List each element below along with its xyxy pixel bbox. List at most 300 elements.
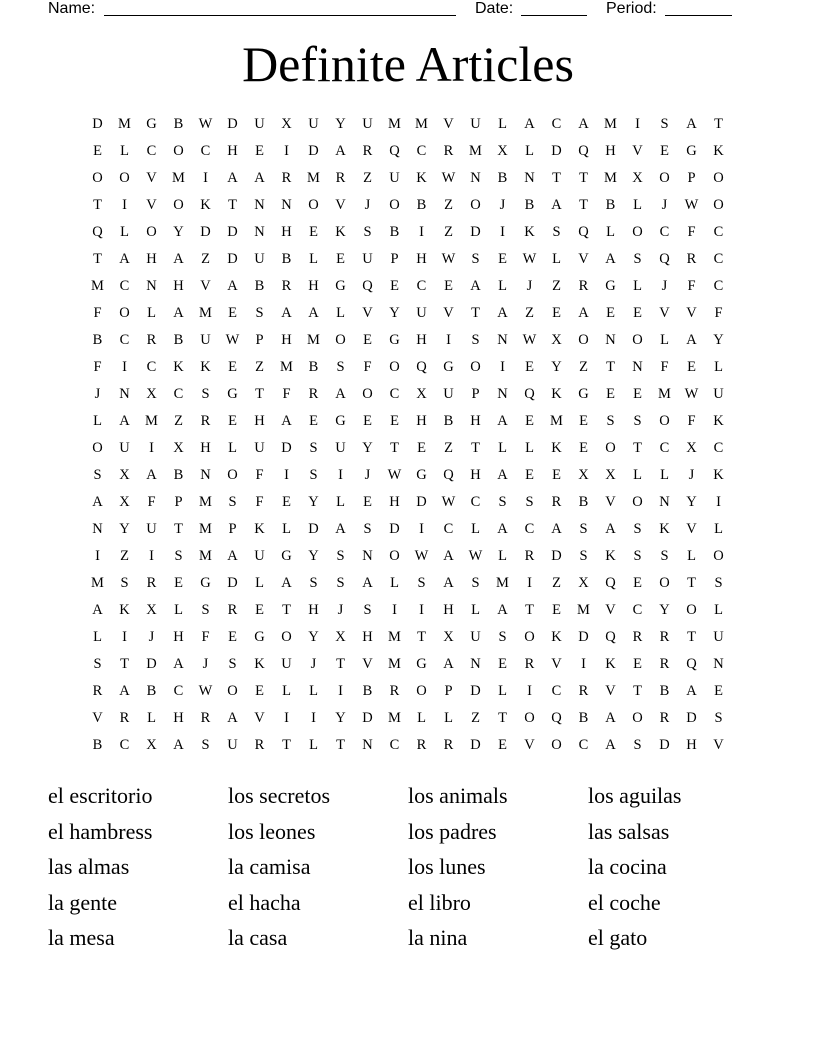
grid-letter[interactable]: G: [605, 278, 616, 294]
grid-letter[interactable]: M: [415, 116, 428, 132]
grid-letter[interactable]: G: [335, 278, 346, 294]
grid-letter[interactable]: G: [443, 359, 454, 375]
grid-letter[interactable]: A: [497, 521, 508, 537]
grid-letter[interactable]: C: [119, 332, 130, 348]
grid-letter[interactable]: F: [687, 224, 696, 240]
grid-letter[interactable]: B: [443, 413, 454, 429]
grid-letter[interactable]: A: [605, 710, 616, 726]
grid-letter[interactable]: R: [308, 386, 319, 402]
grid-letter[interactable]: B: [173, 467, 184, 483]
grid-letter[interactable]: Q: [362, 278, 373, 294]
grid-letter[interactable]: T: [255, 386, 264, 402]
grid-letter[interactable]: L: [255, 575, 264, 591]
grid-letter[interactable]: L: [282, 683, 291, 699]
grid-letter[interactable]: E: [525, 467, 534, 483]
grid-letter[interactable]: A: [551, 197, 562, 213]
grid-letter[interactable]: I: [203, 170, 208, 186]
grid-letter[interactable]: D: [227, 251, 238, 267]
grid-letter[interactable]: H: [416, 251, 427, 267]
grid-letter[interactable]: J: [661, 278, 668, 294]
grid-letter[interactable]: H: [308, 602, 319, 618]
grid-letter[interactable]: F: [255, 494, 264, 510]
grid-letter[interactable]: S: [633, 413, 642, 429]
grid-letter[interactable]: P: [471, 386, 480, 402]
grid-letter[interactable]: C: [551, 116, 562, 132]
grid-letter[interactable]: I: [500, 224, 505, 240]
grid-letter[interactable]: S: [201, 386, 210, 402]
grid-letter[interactable]: V: [92, 710, 103, 726]
grid-letter[interactable]: V: [605, 494, 616, 510]
grid-letter[interactable]: J: [364, 197, 371, 213]
grid-letter[interactable]: W: [468, 548, 483, 564]
grid-letter[interactable]: Q: [686, 656, 697, 672]
grid-letter[interactable]: U: [389, 170, 400, 186]
grid-letter[interactable]: L: [309, 737, 318, 753]
grid-letter[interactable]: O: [308, 197, 319, 213]
grid-letter[interactable]: O: [659, 413, 670, 429]
grid-letter[interactable]: D: [470, 224, 481, 240]
grid-letter[interactable]: R: [146, 332, 157, 348]
grid-letter[interactable]: T: [606, 359, 615, 375]
grid-letter[interactable]: Z: [579, 359, 588, 375]
grid-letter[interactable]: S: [471, 251, 480, 267]
grid-letter[interactable]: E: [363, 494, 372, 510]
grid-letter[interactable]: Z: [255, 359, 264, 375]
grid-letter[interactable]: E: [552, 467, 561, 483]
grid-letter[interactable]: L: [633, 467, 642, 483]
grid-letter[interactable]: H: [281, 332, 292, 348]
grid-letter[interactable]: H: [200, 440, 211, 456]
grid-letter[interactable]: A: [173, 656, 184, 672]
grid-letter[interactable]: B: [308, 359, 319, 375]
grid-letter[interactable]: D: [470, 737, 481, 753]
grid-letter[interactable]: E: [633, 575, 642, 591]
grid-letter[interactable]: V: [335, 197, 346, 213]
grid-letter[interactable]: R: [551, 494, 562, 510]
grid-letter[interactable]: A: [173, 737, 184, 753]
grid-letter[interactable]: M: [172, 170, 185, 186]
grid-letter[interactable]: H: [416, 332, 427, 348]
grid-letter[interactable]: D: [200, 224, 211, 240]
grid-letter[interactable]: E: [714, 683, 723, 699]
grid-letter[interactable]: I: [284, 467, 289, 483]
grid-letter[interactable]: P: [228, 521, 237, 537]
grid-letter[interactable]: Z: [444, 197, 453, 213]
grid-letter[interactable]: R: [281, 278, 292, 294]
grid-letter[interactable]: D: [308, 143, 319, 159]
grid-letter[interactable]: T: [282, 602, 291, 618]
grid-letter[interactable]: Z: [552, 278, 561, 294]
grid-letter[interactable]: W: [441, 170, 456, 186]
grid-letter[interactable]: Z: [174, 413, 183, 429]
grid-letter[interactable]: U: [254, 548, 265, 564]
grid-letter[interactable]: H: [470, 467, 481, 483]
grid-letter[interactable]: M: [199, 548, 212, 564]
grid-letter[interactable]: A: [335, 386, 346, 402]
grid-letter[interactable]: K: [200, 359, 211, 375]
grid-letter[interactable]: O: [281, 629, 292, 645]
grid-letter[interactable]: U: [200, 332, 211, 348]
grid-letter[interactable]: I: [419, 224, 424, 240]
grid-letter[interactable]: I: [581, 656, 586, 672]
grid-letter[interactable]: V: [443, 305, 454, 321]
grid-letter[interactable]: T: [336, 737, 345, 753]
grid-letter[interactable]: E: [444, 278, 453, 294]
grid-letter[interactable]: F: [147, 494, 156, 510]
grid-letter[interactable]: R: [578, 683, 589, 699]
grid-letter[interactable]: K: [713, 413, 724, 429]
grid-letter[interactable]: T: [282, 737, 291, 753]
name-blank[interactable]: [104, 15, 456, 16]
grid-letter[interactable]: V: [632, 143, 643, 159]
grid-letter[interactable]: F: [255, 467, 264, 483]
grid-letter[interactable]: S: [174, 548, 183, 564]
grid-letter[interactable]: F: [687, 413, 696, 429]
grid-letter[interactable]: K: [713, 467, 724, 483]
grid-letter[interactable]: I: [149, 548, 154, 564]
grid-letter[interactable]: M: [550, 413, 563, 429]
grid-letter[interactable]: Z: [471, 710, 480, 726]
grid-letter[interactable]: L: [714, 359, 723, 375]
grid-letter[interactable]: S: [714, 710, 723, 726]
grid-letter[interactable]: B: [416, 197, 427, 213]
grid-letter[interactable]: B: [173, 332, 184, 348]
grid-letter[interactable]: E: [633, 656, 642, 672]
grid-letter[interactable]: B: [92, 332, 103, 348]
grid-letter[interactable]: G: [335, 413, 346, 429]
grid-letter[interactable]: H: [227, 143, 238, 159]
grid-letter[interactable]: Q: [92, 224, 103, 240]
grid-letter[interactable]: C: [173, 386, 184, 402]
grid-letter[interactable]: I: [419, 521, 424, 537]
grid-letter[interactable]: R: [92, 683, 103, 699]
grid-letter[interactable]: W: [414, 548, 429, 564]
grid-letter[interactable]: X: [686, 440, 697, 456]
grid-letter[interactable]: L: [174, 602, 183, 618]
grid-letter[interactable]: L: [336, 305, 345, 321]
grid-letter[interactable]: R: [389, 683, 400, 699]
grid-letter[interactable]: A: [227, 548, 238, 564]
grid-letter[interactable]: R: [119, 710, 130, 726]
grid-letter[interactable]: J: [148, 629, 155, 645]
grid-letter[interactable]: O: [524, 629, 535, 645]
grid-letter[interactable]: U: [119, 440, 130, 456]
grid-letter[interactable]: L: [498, 116, 507, 132]
grid-letter[interactable]: J: [526, 278, 533, 294]
grid-letter[interactable]: A: [686, 683, 697, 699]
grid-letter[interactable]: R: [200, 413, 211, 429]
grid-letter[interactable]: M: [658, 386, 671, 402]
grid-letter[interactable]: L: [660, 467, 669, 483]
grid-letter[interactable]: N: [497, 386, 508, 402]
grid-letter[interactable]: L: [228, 440, 237, 456]
grid-letter[interactable]: C: [551, 683, 562, 699]
grid-letter[interactable]: I: [284, 143, 289, 159]
grid-letter[interactable]: O: [578, 332, 589, 348]
grid-letter[interactable]: I: [635, 116, 640, 132]
grid-letter[interactable]: M: [307, 170, 320, 186]
grid-letter[interactable]: S: [93, 656, 102, 672]
grid-letter[interactable]: D: [551, 548, 562, 564]
grid-letter[interactable]: V: [686, 521, 697, 537]
grid-letter[interactable]: U: [470, 116, 481, 132]
grid-letter[interactable]: A: [281, 305, 292, 321]
grid-letter[interactable]: W: [441, 494, 456, 510]
grid-letter[interactable]: A: [470, 278, 481, 294]
grid-letter[interactable]: S: [633, 251, 642, 267]
grid-letter[interactable]: O: [416, 683, 427, 699]
grid-letter[interactable]: T: [390, 440, 399, 456]
grid-letter[interactable]: B: [173, 116, 184, 132]
grid-letter[interactable]: A: [605, 251, 616, 267]
grid-letter[interactable]: V: [200, 278, 211, 294]
grid-letter[interactable]: E: [579, 413, 588, 429]
grid-letter[interactable]: R: [524, 548, 535, 564]
grid-letter[interactable]: L: [93, 629, 102, 645]
grid-letter[interactable]: N: [524, 170, 535, 186]
grid-letter[interactable]: G: [416, 656, 427, 672]
grid-letter[interactable]: M: [388, 656, 401, 672]
grid-letter[interactable]: N: [200, 467, 211, 483]
grid-letter[interactable]: E: [255, 602, 264, 618]
grid-letter[interactable]: A: [443, 548, 454, 564]
grid-letter[interactable]: C: [659, 440, 670, 456]
grid-letter[interactable]: L: [552, 251, 561, 267]
grid-letter[interactable]: S: [471, 575, 480, 591]
grid-letter[interactable]: D: [227, 116, 238, 132]
grid-letter[interactable]: E: [93, 143, 102, 159]
grid-letter[interactable]: Q: [578, 143, 589, 159]
grid-letter[interactable]: E: [633, 386, 642, 402]
grid-letter[interactable]: U: [362, 116, 373, 132]
grid-letter[interactable]: H: [173, 278, 184, 294]
grid-letter[interactable]: B: [92, 737, 103, 753]
grid-letter[interactable]: X: [578, 467, 589, 483]
grid-letter[interactable]: N: [362, 548, 373, 564]
grid-letter[interactable]: E: [579, 440, 588, 456]
grid-letter[interactable]: W: [684, 386, 699, 402]
grid-letter[interactable]: O: [632, 224, 643, 240]
word-search-grid[interactable]: [84, 111, 732, 759]
grid-letter[interactable]: I: [311, 710, 316, 726]
grid-letter[interactable]: X: [578, 575, 589, 591]
grid-letter[interactable]: B: [524, 197, 535, 213]
grid-letter[interactable]: X: [605, 467, 616, 483]
grid-letter[interactable]: H: [362, 629, 373, 645]
grid-letter[interactable]: D: [686, 710, 697, 726]
grid-letter[interactable]: W: [684, 197, 699, 213]
grid-letter[interactable]: O: [470, 359, 481, 375]
grid-letter[interactable]: O: [659, 170, 670, 186]
grid-letter[interactable]: Z: [444, 224, 453, 240]
grid-letter[interactable]: S: [633, 737, 642, 753]
grid-letter[interactable]: E: [309, 413, 318, 429]
grid-letter[interactable]: S: [363, 602, 372, 618]
grid-letter[interactable]: D: [416, 494, 427, 510]
grid-letter[interactable]: V: [362, 656, 373, 672]
grid-letter[interactable]: E: [363, 332, 372, 348]
grid-letter[interactable]: A: [281, 575, 292, 591]
grid-letter[interactable]: S: [525, 494, 534, 510]
grid-letter[interactable]: O: [173, 143, 184, 159]
grid-letter[interactable]: S: [363, 521, 372, 537]
grid-letter[interactable]: I: [716, 494, 721, 510]
grid-letter[interactable]: F: [714, 305, 723, 321]
grid-letter[interactable]: D: [308, 521, 319, 537]
grid-letter[interactable]: A: [497, 467, 508, 483]
grid-letter[interactable]: M: [91, 575, 104, 591]
grid-letter[interactable]: S: [201, 737, 210, 753]
grid-letter[interactable]: N: [362, 737, 373, 753]
grid-letter[interactable]: F: [201, 629, 210, 645]
grid-letter[interactable]: O: [173, 197, 184, 213]
grid-letter[interactable]: C: [713, 278, 724, 294]
grid-letter[interactable]: A: [173, 305, 184, 321]
grid-letter[interactable]: A: [335, 521, 346, 537]
grid-letter[interactable]: A: [443, 575, 454, 591]
grid-letter[interactable]: B: [389, 224, 400, 240]
grid-letter[interactable]: S: [228, 494, 237, 510]
grid-letter[interactable]: Z: [444, 440, 453, 456]
grid-letter[interactable]: X: [281, 116, 292, 132]
grid-letter[interactable]: J: [688, 467, 695, 483]
grid-letter[interactable]: O: [335, 332, 346, 348]
grid-letter[interactable]: O: [146, 224, 157, 240]
grid-letter[interactable]: D: [659, 737, 670, 753]
grid-letter[interactable]: A: [497, 413, 508, 429]
grid-letter[interactable]: V: [686, 305, 697, 321]
grid-letter[interactable]: R: [200, 710, 211, 726]
grid-letter[interactable]: T: [552, 170, 561, 186]
grid-letter[interactable]: I: [122, 629, 127, 645]
grid-letter[interactable]: S: [606, 413, 615, 429]
grid-letter[interactable]: C: [470, 494, 481, 510]
grid-letter[interactable]: W: [198, 683, 213, 699]
grid-letter[interactable]: V: [578, 251, 589, 267]
grid-letter[interactable]: S: [309, 467, 318, 483]
grid-letter[interactable]: I: [338, 683, 343, 699]
grid-letter[interactable]: E: [606, 386, 615, 402]
grid-letter[interactable]: G: [200, 575, 211, 591]
date-blank[interactable]: [521, 15, 587, 16]
grid-letter[interactable]: L: [120, 143, 129, 159]
grid-letter[interactable]: K: [416, 170, 427, 186]
grid-letter[interactable]: O: [551, 737, 562, 753]
grid-letter[interactable]: H: [389, 494, 400, 510]
grid-letter[interactable]: I: [338, 467, 343, 483]
grid-letter[interactable]: T: [579, 197, 588, 213]
grid-letter[interactable]: R: [686, 251, 697, 267]
grid-letter[interactable]: O: [389, 548, 400, 564]
grid-letter[interactable]: L: [309, 683, 318, 699]
grid-letter[interactable]: E: [660, 143, 669, 159]
grid-letter[interactable]: X: [119, 467, 130, 483]
grid-letter[interactable]: N: [497, 332, 508, 348]
grid-letter[interactable]: D: [146, 656, 157, 672]
grid-letter[interactable]: T: [174, 521, 183, 537]
grid-letter[interactable]: U: [254, 251, 265, 267]
grid-letter[interactable]: Z: [120, 548, 129, 564]
grid-letter[interactable]: A: [686, 116, 697, 132]
grid-letter[interactable]: S: [498, 494, 507, 510]
grid-letter[interactable]: A: [227, 278, 238, 294]
grid-letter[interactable]: S: [660, 548, 669, 564]
grid-letter[interactable]: Y: [389, 305, 400, 321]
grid-letter[interactable]: T: [714, 116, 723, 132]
grid-letter[interactable]: M: [199, 494, 212, 510]
grid-letter[interactable]: T: [93, 197, 102, 213]
grid-letter[interactable]: H: [686, 737, 697, 753]
grid-letter[interactable]: M: [280, 359, 293, 375]
grid-letter[interactable]: C: [659, 224, 670, 240]
grid-letter[interactable]: O: [713, 197, 724, 213]
grid-letter[interactable]: G: [227, 386, 238, 402]
grid-letter[interactable]: R: [632, 629, 643, 645]
grid-letter[interactable]: M: [577, 602, 590, 618]
grid-letter[interactable]: E: [498, 251, 507, 267]
grid-letter[interactable]: I: [95, 548, 100, 564]
grid-letter[interactable]: H: [173, 629, 184, 645]
grid-letter[interactable]: A: [524, 116, 535, 132]
grid-letter[interactable]: F: [687, 278, 696, 294]
grid-letter[interactable]: O: [227, 683, 238, 699]
grid-letter[interactable]: A: [119, 251, 130, 267]
grid-letter[interactable]: L: [498, 440, 507, 456]
grid-letter[interactable]: L: [417, 710, 426, 726]
grid-letter[interactable]: N: [92, 521, 103, 537]
grid-letter[interactable]: V: [254, 710, 265, 726]
grid-letter[interactable]: T: [228, 197, 237, 213]
grid-letter[interactable]: T: [687, 629, 696, 645]
grid-letter[interactable]: W: [225, 332, 240, 348]
grid-letter[interactable]: K: [524, 224, 535, 240]
grid-letter[interactable]: R: [335, 170, 346, 186]
grid-letter[interactable]: E: [552, 602, 561, 618]
grid-letter[interactable]: S: [363, 224, 372, 240]
grid-letter[interactable]: F: [282, 386, 291, 402]
grid-letter[interactable]: K: [551, 386, 562, 402]
grid-letter[interactable]: E: [687, 359, 696, 375]
grid-letter[interactable]: K: [659, 521, 670, 537]
grid-letter[interactable]: R: [362, 143, 373, 159]
grid-letter[interactable]: R: [578, 278, 589, 294]
grid-letter[interactable]: Q: [416, 359, 427, 375]
grid-letter[interactable]: R: [227, 602, 238, 618]
grid-letter[interactable]: K: [551, 629, 562, 645]
grid-letter[interactable]: T: [471, 440, 480, 456]
grid-letter[interactable]: C: [443, 521, 454, 537]
grid-letter[interactable]: A: [254, 170, 265, 186]
grid-letter[interactable]: D: [470, 683, 481, 699]
grid-letter[interactable]: M: [469, 143, 482, 159]
grid-letter[interactable]: U: [335, 440, 346, 456]
grid-letter[interactable]: J: [499, 197, 506, 213]
grid-letter[interactable]: W: [441, 251, 456, 267]
grid-letter[interactable]: C: [416, 143, 427, 159]
grid-letter[interactable]: U: [254, 116, 265, 132]
grid-letter[interactable]: O: [632, 332, 643, 348]
grid-letter[interactable]: R: [659, 629, 670, 645]
grid-letter[interactable]: S: [228, 656, 237, 672]
grid-letter[interactable]: E: [525, 359, 534, 375]
grid-letter[interactable]: Y: [659, 602, 670, 618]
grid-letter[interactable]: Z: [552, 575, 561, 591]
grid-letter[interactable]: T: [120, 656, 129, 672]
grid-letter[interactable]: M: [145, 413, 158, 429]
grid-letter[interactable]: K: [605, 548, 616, 564]
grid-letter[interactable]: P: [255, 332, 264, 348]
grid-letter[interactable]: M: [496, 575, 509, 591]
